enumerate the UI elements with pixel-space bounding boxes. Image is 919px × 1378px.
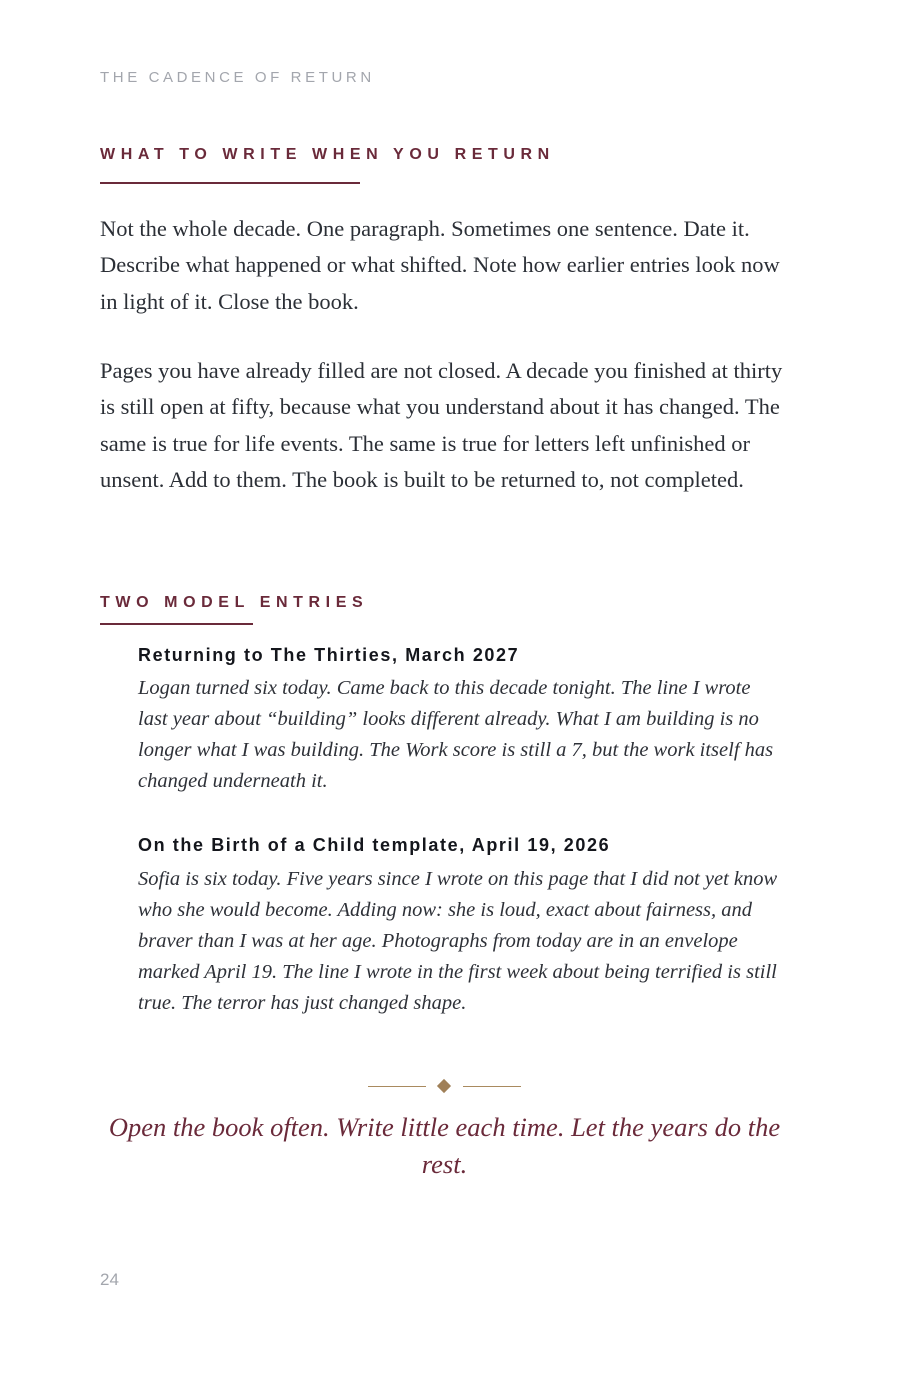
body-paragraph: Pages you have already filled are not closed. A decade you finished at thirty is still open at fifty, because what you understand about it has changed. The same is true for life events. The same is true for letters left unfinished or unsent. Add to them. The book is built to be returned to, not completed. <box>100 358 783 492</box>
entry-text: Sofia is six today. Five years since I wrote on this page that I did not yet know who she would become. Adding now: she is loud, exact about fairness, and braver than I was at her age. Photographs from today are in an envelope marked April 19. The line I wrote in the first week about being terrified is still true. The terror has just changed shape. <box>138 868 778 1014</box>
entry-title: Returning to The Thirties, March 2027 <box>138 645 520 665</box>
section-heading-rule <box>100 623 253 625</box>
section-heading-two-model-entries: TWO MODEL ENTRIES <box>100 594 369 611</box>
section-heading-what-to-write: WHAT TO WRITE WHEN YOU RETURN <box>100 146 555 163</box>
divider-line-left <box>368 1086 426 1087</box>
page-number: 24 <box>100 1270 119 1289</box>
divider-line-right <box>463 1086 521 1087</box>
diamond-icon <box>437 1079 451 1093</box>
entry-text: Logan turned six today. Came back to this decade tonight. The line I wrote last year about “building” looks different already. What I am building is no longer what I was building. The Work score is still a 7, but the work itself has changed underneath it. <box>138 677 774 792</box>
section-heading-rule <box>100 182 360 184</box>
body-paragraph: Not the whole decade. One paragraph. Sometimes one sentence. Date it. Describe what happened or what shifted. Note how earlier entries look now in light of it. Close the book. <box>100 216 780 314</box>
entry-title: On the Birth of a Child template, April 19, 2026 <box>138 835 611 855</box>
closing-line: Open the book often. Write little each time. Let the years do the rest. <box>108 1112 781 1179</box>
running-head: THE CADENCE OF RETURN <box>100 69 375 86</box>
diamond-divider-icon <box>368 1078 521 1096</box>
